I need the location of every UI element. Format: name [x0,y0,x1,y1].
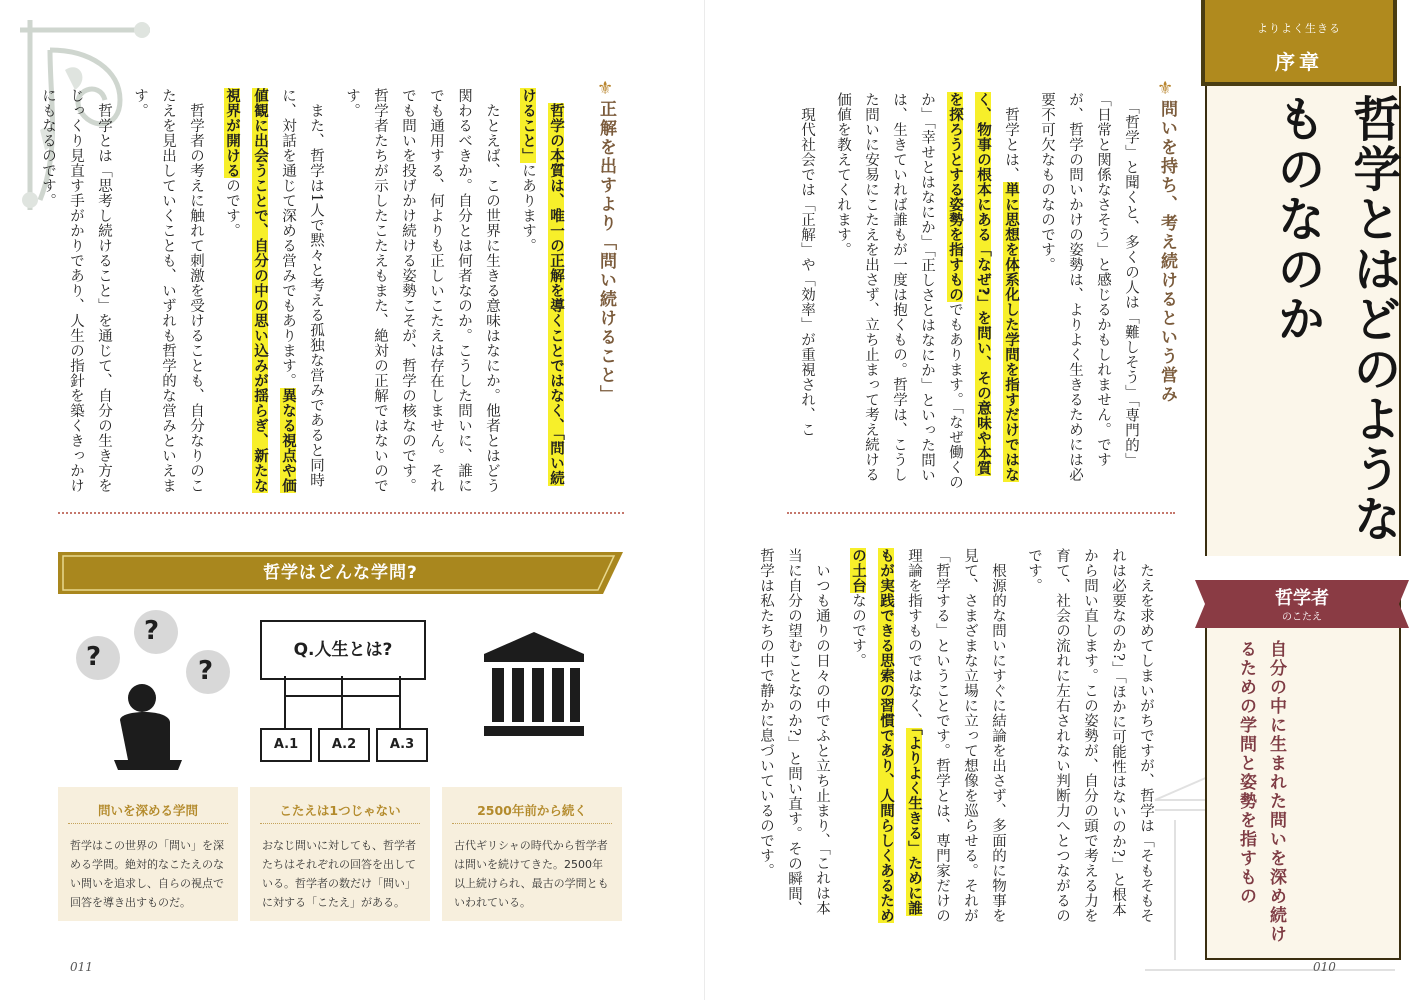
paragraph [514,88,570,498]
body-text: 哲学者の考えに触れて刺激を受けることも、自分なりのこたえを見出していくことも、いずれも哲学的な営みといえます。 [132,88,204,493]
page-number: 010 [1313,960,1336,974]
body-text: 哲学とは「思考し続けること」を通じて、自分の生き方をじっくり見直す手がかりであり、人生の指針を築くきっかけにもなるのです。 [40,88,112,493]
body-text: にあります。 [520,163,536,253]
body-text: いつも通りの日々の中でふと立ち止まり、「これは本当に自分の望むことなのか?」と問い直す。その瞬間、哲学は私たちの中で静かに息づいているのです。 [758,548,830,917]
body-text: また、哲学は1人で黙々と考える孤独な営みであると同時に、対話を通じて深める営みでもあります。 [280,88,324,488]
chapter-label: 序章 [1275,50,1323,74]
question-mark-3: ? [198,656,214,686]
paragraph [793,92,821,490]
tree-connector [260,676,425,730]
right-upper-body-text [775,92,1145,490]
greek-temple-icon [482,630,587,740]
body-text: 哲学とは、 [1003,107,1019,182]
highlighted-text: 単に思想を体系化した学問を指すだけではなく、物事の根本にある「なぜ?」を問い、その意味や本質を探ろうとする姿勢を指すもの [947,92,1019,482]
answer-badge-sub: のこたえ [1282,612,1322,623]
card-title: 2500年前から続く [452,787,612,824]
right-page [705,0,1410,1000]
answer-box-2: A.2 [318,728,370,762]
fleur-de-lis-icon: ⚜ [1157,78,1174,99]
answer-box-3: A.3 [376,728,428,762]
highlighted-text: 哲学の本質は、唯一の正解を導くことではなく、「問い続けること」 [520,88,564,486]
body-text: なのです。 [850,593,866,668]
info-card-2 [250,787,430,921]
question-mark-2: ? [144,616,160,646]
chapter-tab [1201,0,1397,86]
right-lower-body-text [758,548,1160,928]
banner-title: 哲学はどんな学問? [263,563,418,583]
info-card-1 [58,787,238,921]
paragraph [218,88,330,498]
fleur-de-lis-icon: ⚜ [597,78,614,99]
body-text: たとえば、この世界に生きる意味はなにか。他者とはどう関わるべきか。自分とは何者なのか。こうした問いに、誰にでも通用する、何よりも正しいこたえは存在しません。それでも問いを投げかけ続ける姿勢こそが、哲学の核なのです。哲学者たちが示したこたえもまた、絶対の正解ではないのです。 [344,88,500,493]
card-body: 古代ギリシャの時代から哲学者は問いを続けてきた。2500年以上続けられ、最古の学問ともいわれている。 [454,839,609,909]
card-body: おなじ問いに対しても、哲学者たちはそれぞれの回答を出している。哲学者の数だけ「問い」に対する「こたえ」がある。 [262,839,416,909]
body-text: 根源的な問いにすぐに結論を出さず、多面的に物事を見て、さまざまな立場に立って想像を巡らせる。それが「哲学する」ということです。哲学とは、専門家だけの理論を指すものではなく、 [906,548,1006,923]
body-text: のです。 [224,178,240,238]
card-title: 問いを深める学問 [68,787,228,824]
answer-badge [1195,584,1409,623]
subheading: 問いを持ち、考え続けるという営み [1157,100,1177,404]
paragraph [829,92,1025,490]
body-text: 「哲学」と聞くと、多くの人は「難しそう」「専門的」「日常と関係なさそう」と感じるかもしれません。ですが、哲学の問いかけの姿勢は、よりよく生きるためには必要不可欠なものなのです。 [1039,92,1139,482]
answer-column [1205,580,1401,960]
paragraph [126,88,210,498]
paragraph [34,88,118,498]
highlighted-text: 異なる視点や価値観に出会うことで、自分の中の思い込みが揺らぎ、新たな視界が開ける [224,88,296,493]
dotted-divider [787,512,1175,514]
card-title: こたえは1つじゃない [260,787,420,824]
subheading: 正解を出すより「問い続けること」 [596,100,616,404]
answer-text: 自分の中に生まれた問いを深め続けるための学問と姿勢を指すもの [1236,640,1286,944]
page-number: 011 [70,960,93,974]
paragraph [844,548,1012,928]
body-text: たえを求めてしまいがちですが、哲学は「そもそもそれは必要なのか?」「ほかに可能性はないのか?」と根本から問い直します。この姿勢が、自分の頭で考える力を育て、社会の流れに左右されない判断力へとつながるのです。 [1026,548,1154,923]
left-body-text [40,88,570,498]
answer-badge-main: 哲学者 [1275,588,1329,609]
highlighted-text: 「よりよく生きる」ために誰もが実践できる思索の習慣であり、人間らしくあるための土台 [850,548,922,923]
dotted-divider [58,512,624,514]
chapter-subtitle: よりよく生きる [1257,22,1341,35]
question-mark-1: ? [86,642,102,672]
paragraph [338,88,506,498]
question-box: Q.人生とは? [260,620,426,680]
page-title: 哲学とはどのようなものなのか [1269,94,1401,544]
answer-box-1: A.1 [260,728,312,762]
paragraph [1020,548,1160,928]
card-body: 哲学はこの世界の「問い」を深める学問。絶対的なこたえのない問いを追求し、自らの視点で回答を導き出すものだ。 [70,839,224,909]
paragraph [1033,92,1145,490]
body-text: 現代社会では「正解」や「効率」が重視され、こ [799,107,815,437]
body-text: でもあります。「なぜ働くのか」「幸せとはなにか」「正しさとはなにか」といった問いは、生きていれば誰もが一度は抱くもの。哲学は、こうした問いに安易にこたえを出さず、立ち止まって考え続ける価値を教えてくれます。 [835,92,963,490]
paragraph [752,548,836,928]
info-card-3 [442,787,622,921]
title-column [1205,86,1401,556]
